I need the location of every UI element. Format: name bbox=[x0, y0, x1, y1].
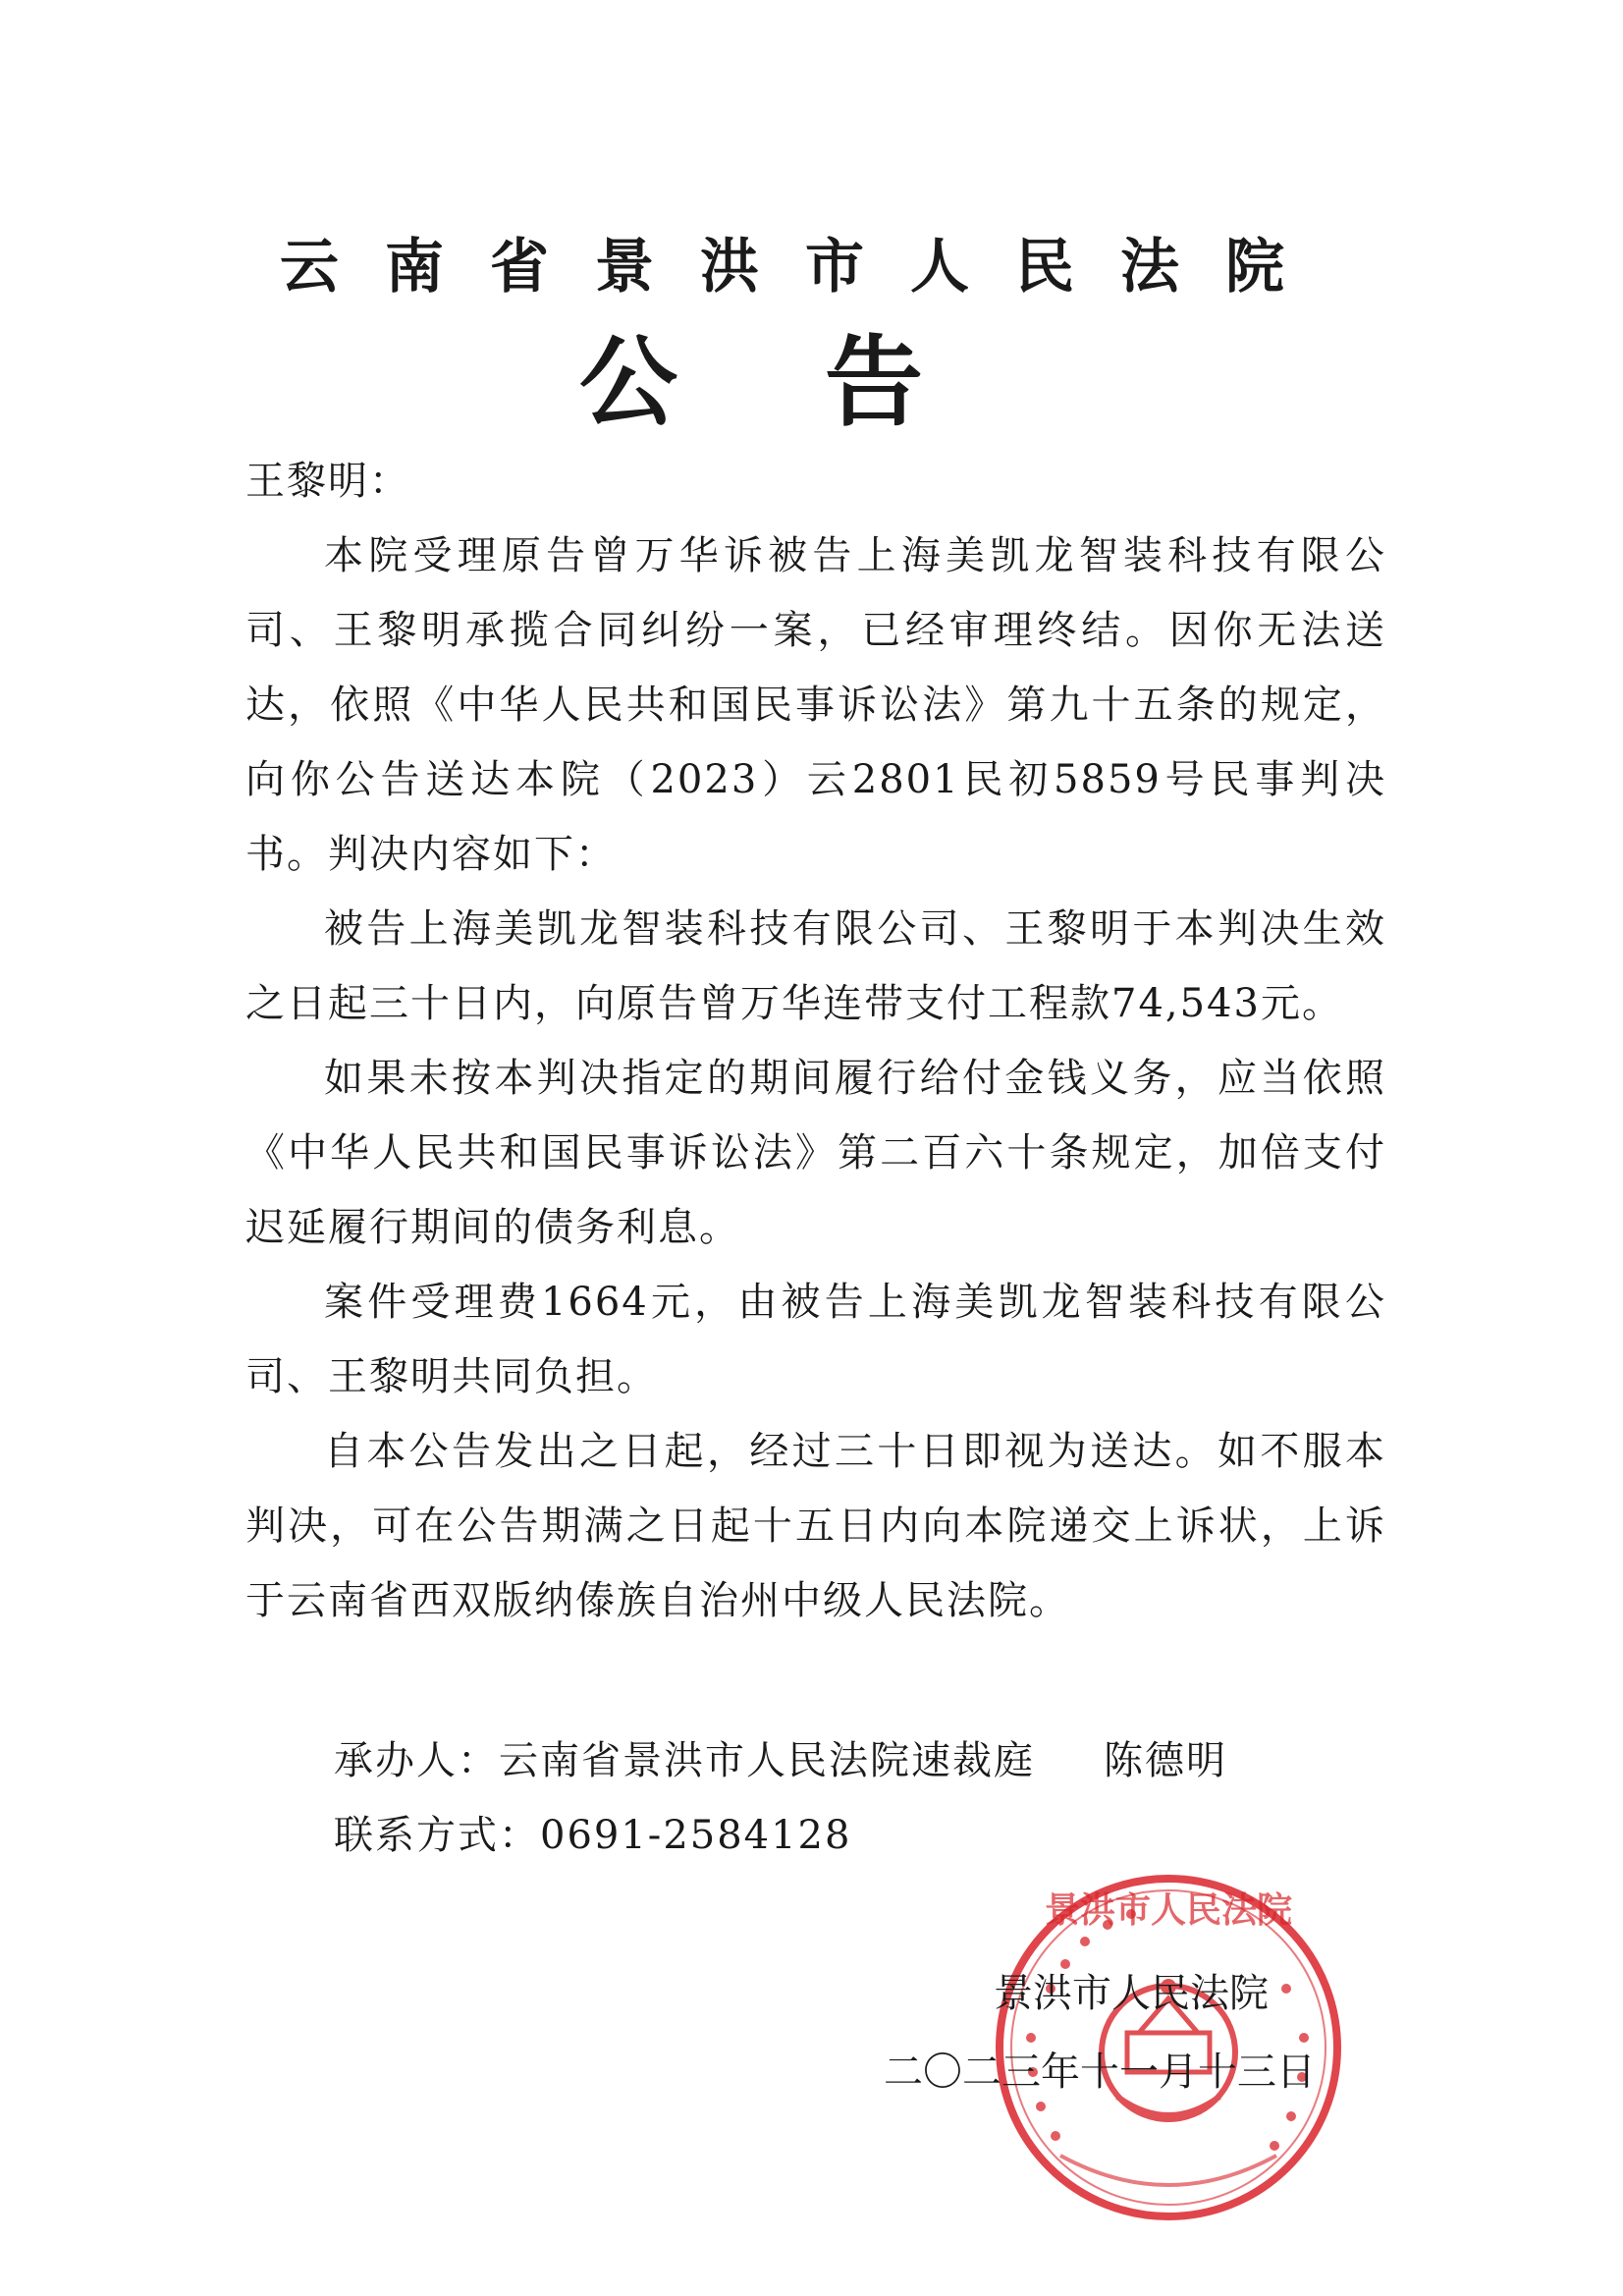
issuing-court: 景洪市人民法院 bbox=[994, 1971, 1269, 2016]
handler-name: 陈德明 bbox=[1104, 1738, 1227, 1783]
phone-line bbox=[334, 1798, 1227, 1873]
handler-line bbox=[334, 1723, 1227, 1798]
handler-label: 承办人： bbox=[334, 1738, 499, 1783]
salutation: 王黎明： bbox=[245, 459, 410, 504]
body-paragraph-4: 案件受理费1664元，由被告上海美凯龙智装科技有限公司、王黎明共同负担。 bbox=[245, 1280, 1386, 1399]
body-paragraph-3: 如果未按本判决指定的期间履行给付金钱义务，应当依照《中华人民共和国民事诉讼法》第二百六十条规定，加倍支付迟延履行期间的债务利息。 bbox=[245, 1056, 1386, 1250]
body-paragraph-1: 本院受理原告曾万华诉被告上海美凯龙智装科技有限公司、王黎明承揽合同纠纷一案，已经审理终结。因你无法送达，依照《中华人民共和国民事诉讼法》第九十五条的规定，向你公告送达本院（2023）云2801民初5859号民事判决书。判决内容如下： bbox=[245, 533, 1386, 877]
body-paragraph-5: 自本公告发出之日起，经过三十日即视为送达。如不服本判决，可在公告期满之日起十五日内向本院递交上诉状，上诉于云南省西双版纳傣族自治州中级人民法院。 bbox=[245, 1429, 1386, 1623]
court-name-title: 云南省景洪市人民法院 bbox=[280, 233, 1330, 301]
phone-number: 0691-2584128 bbox=[540, 1813, 852, 1858]
notice-heading: 公告 bbox=[579, 325, 1070, 440]
notice-body bbox=[245, 444, 1386, 1638]
phone-label: 联系方式： bbox=[334, 1813, 540, 1858]
seal-text: 景洪市人民法院 bbox=[1044, 1890, 1293, 1931]
seal-lower-arc bbox=[1060, 2156, 1276, 2185]
handler-dept: 云南省景洪市人民法院速裁庭 bbox=[499, 1738, 1035, 1783]
body-paragraph-2: 被告上海美凯龙智装科技有限公司、王黎明于本判决生效之日起三十日内，向原告曾万华连带支付工程款74,543元。 bbox=[245, 906, 1386, 1026]
issue-date: 二〇二三年十一月十三日 bbox=[884, 2050, 1316, 2095]
contact-block bbox=[334, 1723, 1227, 1873]
